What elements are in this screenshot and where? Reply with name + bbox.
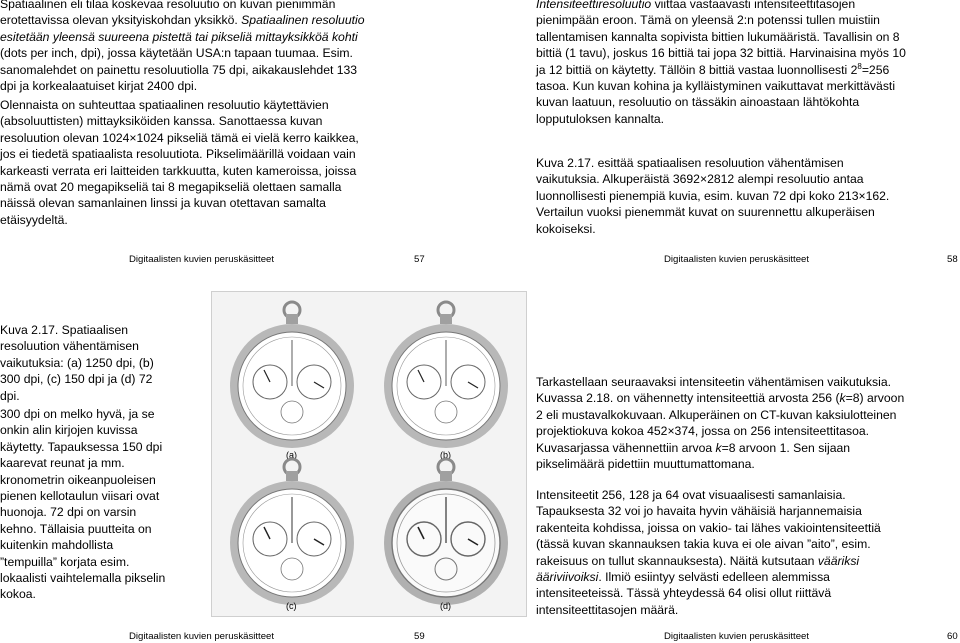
page60-paragraph-1 xyxy=(536,374,960,472)
pocket-watch-icon xyxy=(374,300,519,450)
text-line: nämä ovat 20 megapikseliä tai 8 megapikseliä olettaen samalla xyxy=(0,180,342,195)
text-line: kokoa. xyxy=(0,587,36,602)
text-line: Kuva 2.17. esittää spatiaalisen resoluution vähentämisen xyxy=(536,156,844,170)
text-line: bittiä (1 tavu), joskus 16 bittiä tai jopa 32 bittiä. Harvinaisina myös 10 xyxy=(536,46,906,61)
text-line: jos ei tiedetä spatiaalista resoluutiota. Pikselimäärillä voidaan vain xyxy=(0,147,356,162)
text-line: 300 dpi on melko hyvä, ja se xyxy=(0,407,155,421)
pocket-watch-icon xyxy=(220,457,365,607)
page58-number: 58 xyxy=(947,254,958,265)
pocket-watch-figure xyxy=(211,291,527,617)
page58-paragraph-1 xyxy=(536,0,960,127)
text-line: 2 eli mustavalkokuvaan. Alkuperäinen on CT-kuvan kaksiulotteinen xyxy=(536,407,897,422)
text-line: kokoiseksi. xyxy=(536,221,596,236)
text-line: (dots per inch, dpi), jossa käytetään USA:n tapaan tuumaa. Esim. xyxy=(0,46,353,61)
text-line: tallentamisen kannalta sopivista bittien lukumääristä. Tavallisin on 8 xyxy=(536,29,900,44)
text-line: Olennaista on suhteuttaa spatiaalinen resoluutio käytettävien xyxy=(0,98,329,112)
text-line: esitetään yleensä suureena pistettä tai pikseliä mittayksikköä kohti xyxy=(0,29,358,44)
panel-label-d: (d) xyxy=(440,601,451,611)
text-line: Kuvassa 2.18. on vähennetty intensiteettiä arvosta 256 (k=8) arvoon xyxy=(536,391,905,406)
text-line: sanomalehdet on painettu resoluutiolla 75 dpi, aikakauslehdet 133 xyxy=(0,62,358,77)
page57-number: 57 xyxy=(414,254,425,265)
text-line: pienen kellotaulun viisari ovat xyxy=(0,489,160,504)
watch-panel-d xyxy=(374,457,519,612)
panel-label-b: (b) xyxy=(440,450,451,460)
text-line: (absoluuttisten) mittayksiköiden kanssa. Sanottaessa kuvan xyxy=(0,114,323,129)
page57-paragraph-1 xyxy=(0,0,430,94)
text-line: erotettavissa olevan yksityiskohdan yksikkö. Spatiaalinen resoluutio xyxy=(0,13,365,28)
text-line: kronometrin oikeanpuoleisen xyxy=(0,472,156,487)
page58-footer: Digitaalisten kuvien peruskäsitteet xyxy=(664,254,810,265)
page60-footer: Digitaalisten kuvien peruskäsitteet xyxy=(664,631,810,642)
text-line: lopputuloksen kannalta. xyxy=(536,111,665,126)
text-line: rakeisuus on tullut skannauksesta). Näitä kutsutaan vääriksi xyxy=(536,553,860,568)
watch-panel-a xyxy=(220,300,365,460)
page59-body xyxy=(0,406,205,603)
text-line: Tapauksesta 32 voi jo havaita hyvin vähäisiä harjannemaisia xyxy=(536,504,862,519)
text-line: pienimpään eroon. Tämä on yleensä 2:n potenssi tullen muistiin xyxy=(536,13,880,28)
page57-paragraph-2 xyxy=(0,97,430,228)
text-line: tasoa. Kun kuvan kohina ja kylläistyminen vaikuttavat merkittävästi xyxy=(536,79,896,94)
text-line: kehno. Tällaisia puutteita on xyxy=(0,521,152,536)
page57-footer: Digitaalisten kuvien peruskäsitteet xyxy=(129,254,275,265)
text-line: resoluution olevan 1024×1024 pikseliä tämä ei vielä kerro kaikkea, xyxy=(0,130,359,145)
text-line: Spatiaalinen eli tilaa koskevaa resoluutio on kuvan pienimmän xyxy=(0,0,336,11)
panel-label-c: (c) xyxy=(286,601,297,611)
text-line: onkin alin kirjojen kuvissa xyxy=(0,423,138,438)
text-line: luonnollisesti pienempiä kuvia, esim. kuvan 72 dpi koko 213×162. xyxy=(536,188,890,203)
text-line: Intensiteettiresoluutio viittaa vastaavasti intensiteettitasojen xyxy=(536,0,856,11)
text-line: pikselimäärä pidettiin muuttumattomana. xyxy=(536,457,755,472)
text-line: käytetty. Tapauksessa 150 dpi xyxy=(0,439,163,454)
text-line: (tässä kuvan skannauksen takia kuva ei ole aivan ”aito”, esim. xyxy=(536,537,871,552)
text-line: lokaalisti vaihtelemalla pikselin xyxy=(0,571,166,586)
text-line: dpi. xyxy=(0,388,20,403)
text-line: ”tempuilla” korjata esim. xyxy=(0,554,130,569)
text-line: kaarevat reunat ja mm. xyxy=(0,456,125,471)
page59-number: 59 xyxy=(414,631,425,642)
text-line: Intensiteetit 256, 128 ja 64 ovat visuaalisesti samanlaisia. xyxy=(536,488,846,502)
text-line: näissä olevan samanlainen linssi ja kuvan otettavan samalta xyxy=(0,196,326,211)
text-line: intensiteeteissä. Tässä yhteydessä 64 olisi ollut riittävä xyxy=(536,586,832,601)
page58-paragraph-2 xyxy=(536,155,960,237)
text-line: Kuvasarjassa vähennettiin arvoa k=8 arvoon 1. Sen sijaan xyxy=(536,440,851,455)
text-line: rakenteita kohdissa, joissa on vakio- tai lähes vakiointensiteettiä xyxy=(536,520,881,535)
text-line: dpi ja korkealaatuiset kirjat 2400 dpi. xyxy=(0,79,198,94)
text-line: kuvan laatuun, resoluutio on tässäkin ainoastaan lähtökohta xyxy=(536,95,860,110)
text-line: Tarkastellaan seuraavaksi intensiteetin vähentämisen vaikutuksia. xyxy=(536,375,891,389)
page59-caption xyxy=(0,322,205,404)
text-line: vaikutuksia: (a) 1250 dpi, (b) xyxy=(0,355,154,370)
page59-footer: Digitaalisten kuvien peruskäsitteet xyxy=(129,631,275,642)
watch-panel-b xyxy=(374,300,519,460)
watch-panel-c xyxy=(220,457,365,612)
pocket-watch-icon xyxy=(220,300,365,450)
text-line: resoluution vähentämisen xyxy=(0,339,139,354)
page60-paragraph-2 xyxy=(536,487,960,618)
text-line: ja 12 bittiä on käytetty. Tällöin 8 bittiä vastaa luonnollisesti $2^8=256$ xyxy=(536,61,890,77)
text-line: kuitenkin mahdollista xyxy=(0,538,114,553)
text-line: Kuva 2.17. Spatiaalisen xyxy=(0,323,129,337)
text-line: projektiokuva kokoa 452×374, jossa on 256 intensiteettitasoa. xyxy=(536,424,870,439)
pocket-watch-icon xyxy=(374,457,519,607)
text-line: etäisyydeltä. xyxy=(0,212,68,227)
text-line: 300 dpi, (c) 150 dpi ja (d) 72 xyxy=(0,372,153,387)
page60-number: 60 xyxy=(947,631,958,642)
text-line: ääriviivoiksi. Ilmiö esiintyy selvästi edelleen alemmissa xyxy=(536,570,830,585)
text-line: huonoja. 72 dpi on varsin xyxy=(0,505,137,520)
text-line: karkeasti verrata eri laitteiden tarkkuutta, kuten kameroissa, joissa xyxy=(0,163,357,178)
text-line: Vertailun vuoksi pienemmät kuvat on suurennettu alkuperäisen xyxy=(536,205,875,220)
panel-label-a: (a) xyxy=(286,450,297,460)
text-line: vaikutuksia. Alkuperäistä 3692×2812 alempi resoluutio antaa xyxy=(536,172,864,187)
text-line: intensiteettitasojen määrä. xyxy=(536,602,679,617)
